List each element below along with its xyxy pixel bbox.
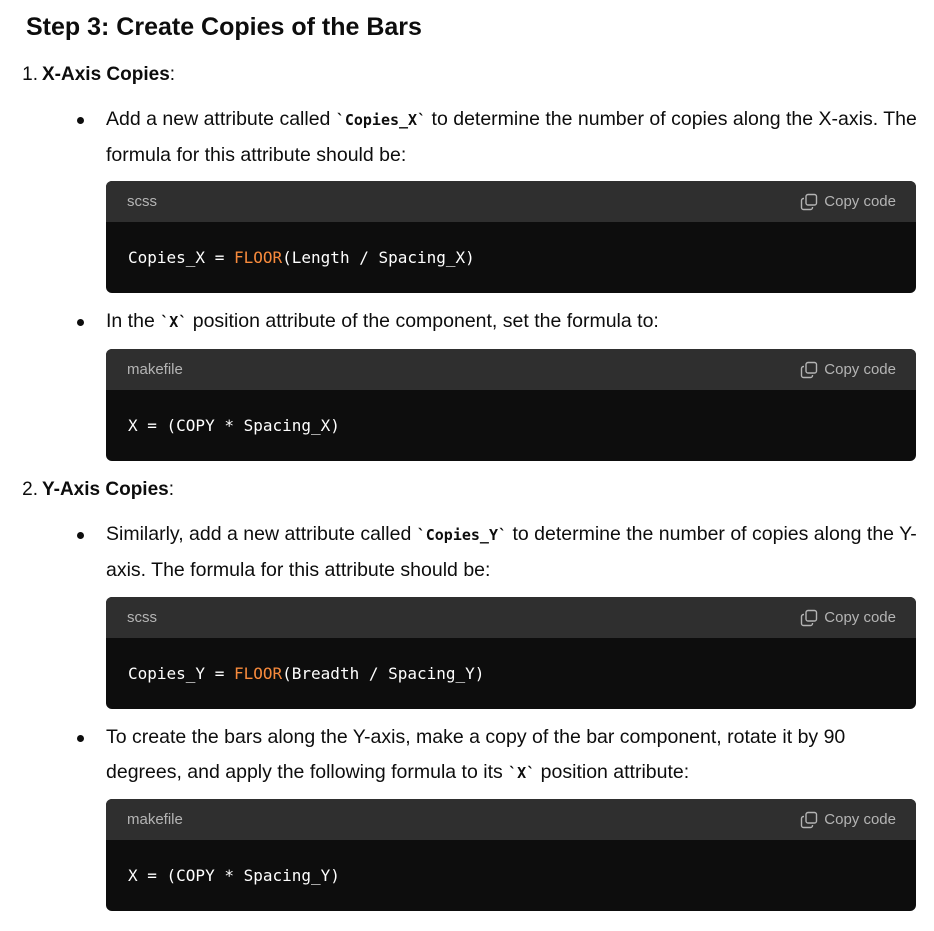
- paragraph-x-position: [106, 304, 921, 340]
- code-block-header: [106, 597, 916, 638]
- code-content: X = (COPY * Spacing_Y): [128, 866, 340, 885]
- inline-code: `Copies_Y`: [416, 526, 508, 544]
- code-block-body: [106, 638, 916, 709]
- code-text: (Length / Spacing_X): [282, 248, 475, 267]
- code-language-label: scss: [127, 609, 157, 626]
- paragraph-text: To create the bars along the Y-axis, make a copy of the bar component, rotate it by 90 degrees, and apply the following formula to its: [106, 726, 846, 783]
- code-language-label: scss: [127, 193, 157, 210]
- paragraph-text: In the: [106, 310, 161, 332]
- paragraph-copies-x: [106, 102, 921, 173]
- inline-code: `X`: [508, 764, 536, 782]
- code-block-body: [106, 222, 916, 293]
- code-block: [106, 181, 916, 293]
- paragraph-text: Similarly, add a new attribute called: [106, 523, 417, 545]
- code-block-body: [106, 840, 916, 911]
- list-number: 2.: [22, 479, 38, 500]
- copy-code-button[interactable]: [800, 349, 896, 390]
- paragraph-rotate-copy: [106, 720, 921, 791]
- paragraph-text: Add a new attribute called: [106, 108, 336, 130]
- copy-code-label: Copy code: [824, 811, 896, 828]
- list-item-heading: [42, 61, 175, 89]
- copy-code-label: Copy code: [824, 609, 896, 626]
- code-content: [128, 222, 475, 293]
- code-block: [106, 597, 916, 709]
- copy-code-button[interactable]: [800, 799, 896, 840]
- code-block: [106, 799, 916, 911]
- inline-code: `X`: [160, 313, 188, 331]
- copy-icon: [800, 193, 818, 211]
- code-block-header: [106, 349, 916, 390]
- copy-code-label: Copy code: [824, 193, 896, 210]
- paragraph-text: to determine the number of copies along the Y-axis. The formula for this attribute should be:: [106, 523, 917, 581]
- list-item-suffix: :: [169, 64, 176, 85]
- copy-icon: [800, 361, 818, 379]
- paragraph-text: position attribute:: [535, 761, 690, 783]
- bullet-dot: [77, 532, 84, 539]
- copy-icon: [800, 811, 818, 829]
- code-text: Copies_Y =: [128, 664, 234, 683]
- code-text: (Breadth / Spacing_Y): [282, 664, 485, 683]
- code-block: [106, 349, 916, 461]
- bullet-dot: [77, 319, 84, 326]
- code-function-token: FLOOR: [233, 248, 283, 267]
- list-item-title: X-Axis Copies: [42, 64, 170, 85]
- paragraph-text: position attribute of the component, set the formula to:: [187, 310, 659, 332]
- list-item-heading: [42, 476, 174, 504]
- code-content: [128, 638, 484, 709]
- inline-code: `Copies_X`: [335, 111, 427, 129]
- paragraph-text: to determine the number of copies along the X-axis. The formula for this attribute should be:: [106, 108, 917, 166]
- bullet-dot: [77, 117, 84, 124]
- code-language-label: makefile: [127, 361, 183, 378]
- bullet-dot: [77, 735, 84, 742]
- copy-code-button[interactable]: [800, 181, 896, 222]
- list-number: 1.: [22, 64, 38, 85]
- code-block-header: [106, 799, 916, 840]
- code-content: X = (COPY * Spacing_X): [128, 416, 340, 435]
- copy-code-button[interactable]: [800, 597, 896, 638]
- code-language-label: makefile: [127, 811, 183, 828]
- code-block-header: [106, 181, 916, 222]
- page-heading: Step 3: Create Copies of the Bars: [26, 13, 422, 41]
- code-text: Copies_X =: [128, 248, 234, 267]
- copy-icon: [800, 609, 818, 627]
- list-item-suffix: :: [168, 479, 174, 500]
- code-block-body: [106, 390, 916, 461]
- copy-code-label: Copy code: [824, 361, 896, 378]
- paragraph-copies-y: [106, 517, 921, 588]
- list-item-title: Y-Axis Copies: [42, 479, 169, 500]
- code-function-token: FLOOR: [233, 664, 283, 683]
